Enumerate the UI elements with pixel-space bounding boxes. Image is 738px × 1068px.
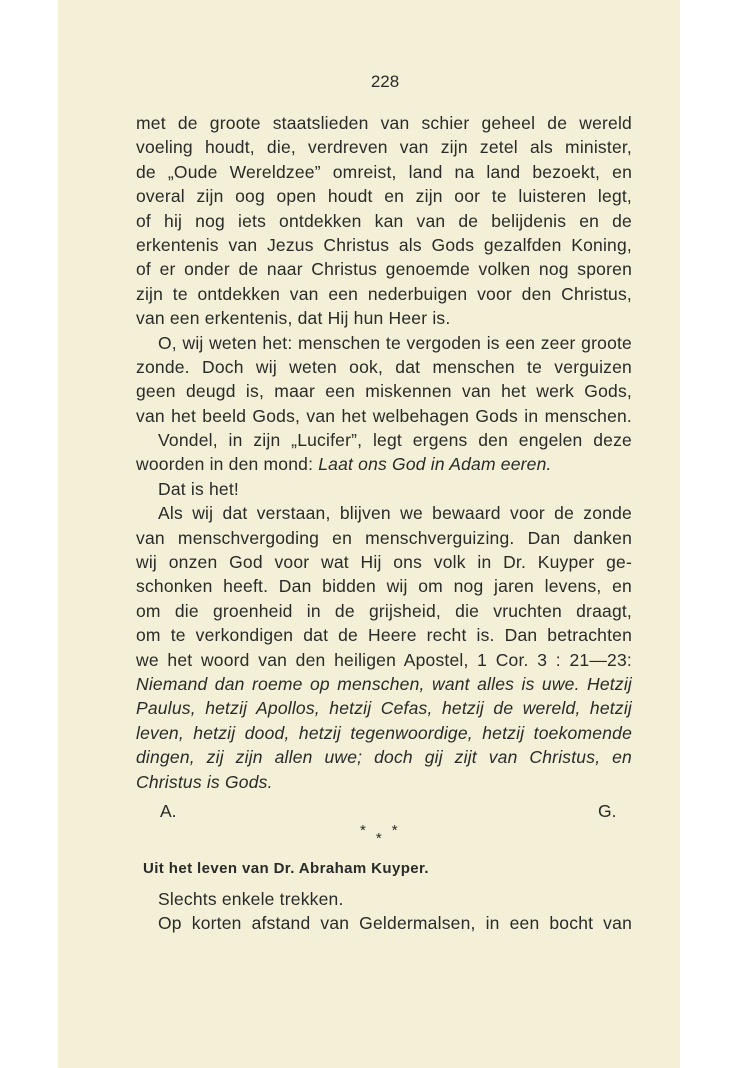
text-line: schonken heeft. Dan bidden wij om nog jaren levens, en: [136, 576, 632, 597]
text-line: overal zijn oog open houdt en zijn oor te luisteren legt,: [136, 186, 632, 207]
section-separator: [360, 822, 408, 847]
scripture-line: leven, hetzij dood, hetzij tegenwoordige, hetzij toekomende: [136, 722, 632, 743]
text-line: O, wij weten het: menschen te vergoden is een zeer groote: [158, 332, 632, 353]
text-line: Als wij dat verstaan, blijven we bewaard voor de zonde: [158, 503, 632, 524]
section-text-block: [136, 887, 632, 936]
text-line: de „Oude Wereldzee” omreist, land na land bezoekt, en: [136, 161, 632, 182]
text-line: of er onder de naar Christus genoemde volken nog sporen: [136, 259, 632, 280]
text-line: Dat is het!: [158, 478, 239, 499]
text-line: geen deugd is, maar een miskennen van het werk Gods,: [136, 381, 632, 402]
text-span: woorden in den mond:: [136, 454, 314, 475]
text-line: om te verkondigen dat de Heere recht is. Dan betrachten: [136, 625, 632, 646]
scripture-line: Paulus, hetzij Apollos, hetzij Cefas, hetzij de wereld, hetzij: [136, 698, 632, 719]
text-line: van menschvergoding en menschverguizing. Dan danken: [136, 527, 632, 548]
text-line: Slechts enkele trekken.: [158, 889, 344, 909]
text-line: of hij nog iets ontdekken kan van de belijdenis en de: [136, 210, 632, 231]
text-line: zonde. Doch wij weten ook, dat menschen te verguizen: [136, 356, 632, 377]
asterisk-icon: *: [360, 822, 376, 839]
text-line: om die groenheid in de grijsheid, die vruchten draagt,: [136, 600, 632, 621]
quotation-italic: Laat ons God in Adam eeren.: [318, 454, 552, 475]
asterisk-icon: *: [391, 822, 408, 839]
signature-initial-left: A.: [160, 801, 177, 821]
text-line: van een erkentenis, dat Hij hun Heer is.: [136, 308, 451, 329]
text-line: van het beeld Gods, van het welbehagen Gods in menschen.: [136, 405, 632, 426]
text-line: [136, 452, 632, 476]
text-line: we het woord van den heiligen Apostel, 1 Cor. 3 : 21—23:: [136, 649, 632, 670]
page-number: 228: [370, 72, 400, 91]
scripture-line: Niemand dan roeme op menschen, want alles is uwe. Hetzij: [136, 673, 632, 694]
main-text-block: [136, 111, 632, 794]
section-heading: Uit het leven van Dr. Abraham Kuyper.: [143, 860, 429, 877]
scripture-line: Christus is Gods.: [136, 771, 273, 792]
asterisk-icon: *: [375, 830, 392, 847]
text-line: met de groote staatslieden van schier geheel de wereld: [136, 113, 632, 133]
text-line: Op korten afstand van Geldermalsen, in een bocht van: [158, 913, 632, 934]
text-line: zijn te ontdekken van een nederbuigen voor den Christus,: [136, 283, 632, 304]
text-line: erkentenis van Jezus Christus als Gods gezalfden Koning,: [136, 234, 632, 255]
text-line: voeling houdt, die, verdreven van zijn zetel als minister,: [136, 137, 632, 158]
signature-initial-right: G.: [598, 801, 617, 821]
scripture-line: dingen, zij zijn allen uwe; doch gij zijt van Christus, en: [136, 747, 632, 768]
text-line: Vondel, in zijn „Lucifer”, legt ergens den engelen deze: [158, 430, 632, 451]
text-line: wij onzen God voor wat Hij ons volk in Dr. Kuyper ge-: [136, 552, 632, 573]
